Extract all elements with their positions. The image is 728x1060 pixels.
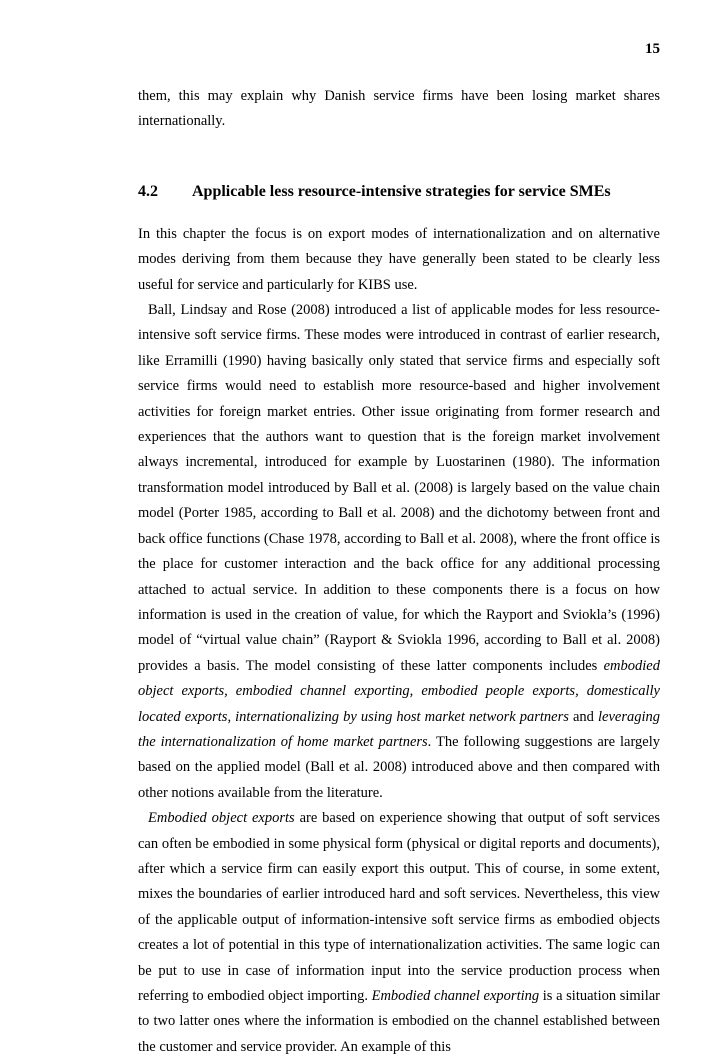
paragraph-2-text-3: and — [568, 708, 598, 725]
paragraph-3-italic-2: Embodied channel exporting — [371, 988, 540, 1004]
paragraph-2-italic-3: leveraging the internationalization of home market partners — [138, 708, 661, 750]
paragraph-2-text-4: . The following suggestions are largely based on the applied model (Ball et al. 2008) introduced above and then compared with other notions available from the literature. — [138, 733, 660, 801]
section-title: Applicable less resource-intensive strategies for service SMEs — [192, 182, 611, 200]
section-number: 4.2 — [138, 182, 158, 200]
section-heading — [138, 180, 660, 204]
paragraph-2-text-2: , — [227, 708, 236, 725]
page-number: 15 — [645, 41, 660, 57]
paragraph-3-text-1: are based on experience showing that output of soft services can often be embodied in some physical form (physical or digital reports and documents), after which a service firm can easily export this output. This of course, in some extent, mixes the boundaries of earlier introduced hard and soft services. Nevertheless, this view of the applicable output of information-intensive soft service firms as embodied objects creates a lot of potential in this type of internationalization activities. The same logic can be put to use in case of information input into the service production process when referring to embodied object importing. — [138, 810, 660, 1004]
paragraph-2-text-1: Ball, Lindsay and Rose (2008) introduced a list of applicable modes for less resource-intensive soft service firms. These modes were introduced in contrast of earlier research, like Erramilli (1990) having basically only stated that service firms and especially soft service firms would need to establish more resource-based and higher involvement activities for foreign market entries. Other issue originating from former research and experiences that the authors want to question that is the foreign market involvement always incremental, introduced for example by Luostarinen (1980). The information transformation model introduced by Ball et al. (2008) is largely based on the value chain model (Porter 1985, according to Ball et al. 2008) and the dichotomy between front and back office functions (Chase 1978, according to Ball et al. 2008), where the front office is the place for customer interaction and the back office for any additional processing attached to actual service. In addition to these components there is a focus on how information is used in the creation of value, for which the Rayport and Sviokla’s (1996) model of “virtual value chain” (Rayport & Sviokla 1996, according to Ball et al. 2008) provides a basis. The model consisting of these latter components includes — [138, 302, 660, 674]
paragraph-3-italic-1: Embodied object exports — [148, 810, 295, 827]
paragraph-2-italic-1: embodied object exports, embodied channel exporting, embodied people exports, domestically located exports — [138, 657, 660, 725]
intro-paragraph: them, this may explain why Danish service firms have been losing market shares internationally. — [138, 88, 660, 130]
page-body — [138, 84, 660, 1060]
paragraph-2-italic-2: internationalizing by using host market network partners — [235, 708, 569, 725]
paragraph-2 — [138, 298, 660, 806]
paragraph-1: In this chapter the focus is on export modes of internationalization and on alternative modes deriving from them because they have generally been stated to be clearly less useful for service and particularly for KIBS use. — [138, 225, 660, 293]
paragraph-3-text-2: is a situation similar to two latter ones where the information is embodied on the channel established between the customer and service provider. An example of this — [138, 988, 661, 1055]
paragraph-3 — [138, 806, 660, 1060]
